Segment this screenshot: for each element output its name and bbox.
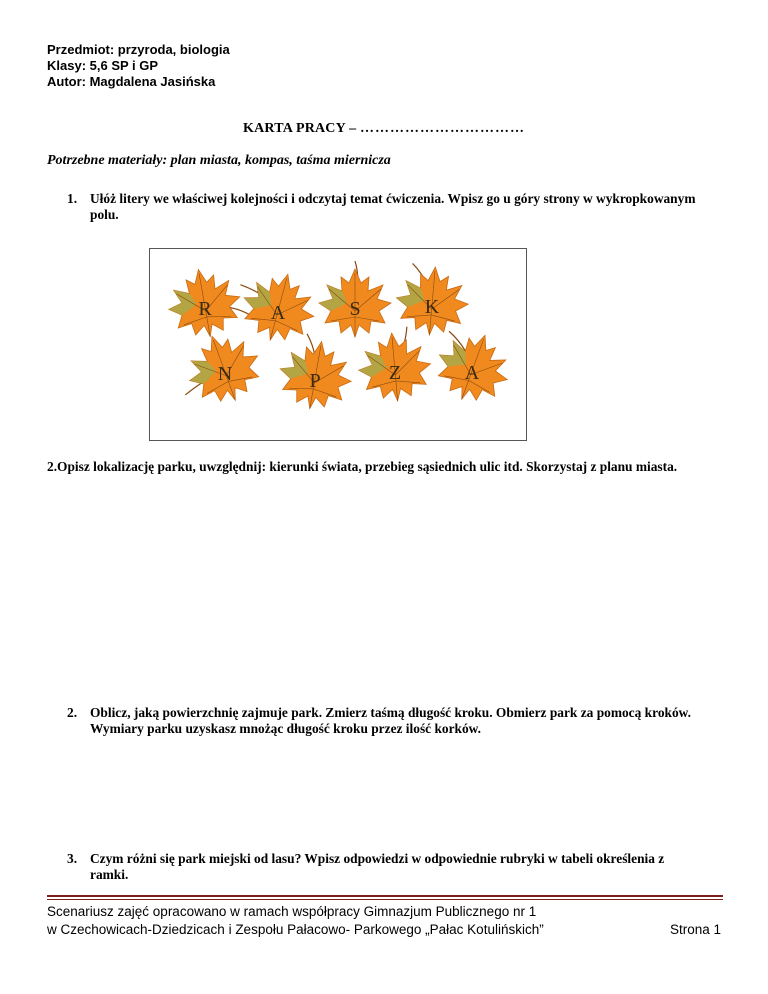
footer-credit-line-2: w Czechowicach-Dziedzicach i Zespołu Pałacowo- Parkowego „Pałac Kotulińskich” (47, 922, 544, 937)
classes-line: Klasy: 5,6 SP i GP (47, 58, 159, 73)
leaf-letters-image (149, 248, 527, 441)
leaf-letter: N (217, 363, 233, 385)
materials-line: Potrzebne materiały: plan miasta, kompas, taśma miernicza (47, 153, 391, 168)
maple-leaf (274, 330, 358, 415)
question-1 (47, 191, 697, 223)
leaf-letter: S (349, 298, 361, 320)
leaf-letter: A (464, 362, 480, 384)
footer-rule (47, 895, 723, 897)
footer-rule-thin (47, 899, 723, 900)
question-text: Ułóż litery we właściwej kolejności i odczytaj temat ćwiczenia. Wpisz go u góry strony w wykropkowanym polu. (90, 191, 696, 222)
leaf-letter: Z (388, 362, 402, 384)
title-blank-field: …………………………… (360, 121, 526, 136)
leaf-letter: K (424, 296, 440, 318)
maple-leaf (163, 262, 253, 343)
leaf-letter: R (198, 298, 212, 320)
question-2-area (47, 705, 697, 737)
page-number: Strona 1 (669, 922, 721, 937)
leaf-letter: P (309, 370, 321, 392)
question-number: 1. (67, 191, 78, 206)
question-text: Czym różni się park miejski od lasu? Wpisz odpowiedzi w odpowiednie rubryki w tabeli określenia z ramki. (90, 851, 665, 882)
subject-line: Przedmiot: przyroda, biologia (47, 42, 230, 57)
question-2-location (47, 459, 697, 475)
maple-leaf (428, 323, 519, 412)
title-prefix: KARTA PRACY – (242, 121, 361, 136)
footer-credit (47, 903, 544, 939)
maple-leaf (394, 262, 472, 338)
question-text: Oblicz, jaką powierzchnię zajmuje park. Zmierz taśmą długość kroku. Obmierz park za pomocą kroków. Wymiary parku uzyskasz mnożąc długość kroku przez ilość korków. (90, 705, 691, 736)
question-number: 2. (67, 705, 78, 720)
worksheet-title (0, 121, 768, 137)
maple-leaf (319, 261, 391, 337)
document-meta (47, 42, 230, 90)
question-text: 2.Opisz lokalizację parku, uwzględnij: kierunki świata, przebieg sąsiednich ulic itd. Skorzystaj z planu miasta. (47, 459, 678, 474)
maple-leaf (170, 324, 270, 416)
author-line: Autor: Magdalena Jasińska (47, 74, 216, 89)
leaf-letters-canvas (150, 249, 526, 440)
leaf-letter: A (270, 302, 286, 324)
question-number: 3. (67, 851, 78, 866)
question-3 (47, 851, 697, 883)
maple-leaf (355, 325, 433, 404)
footer-credit-line-1: Scenariusz zajęć opracowano w ramach współpracy Gimnazjum Publicznego nr 1 (47, 904, 537, 919)
